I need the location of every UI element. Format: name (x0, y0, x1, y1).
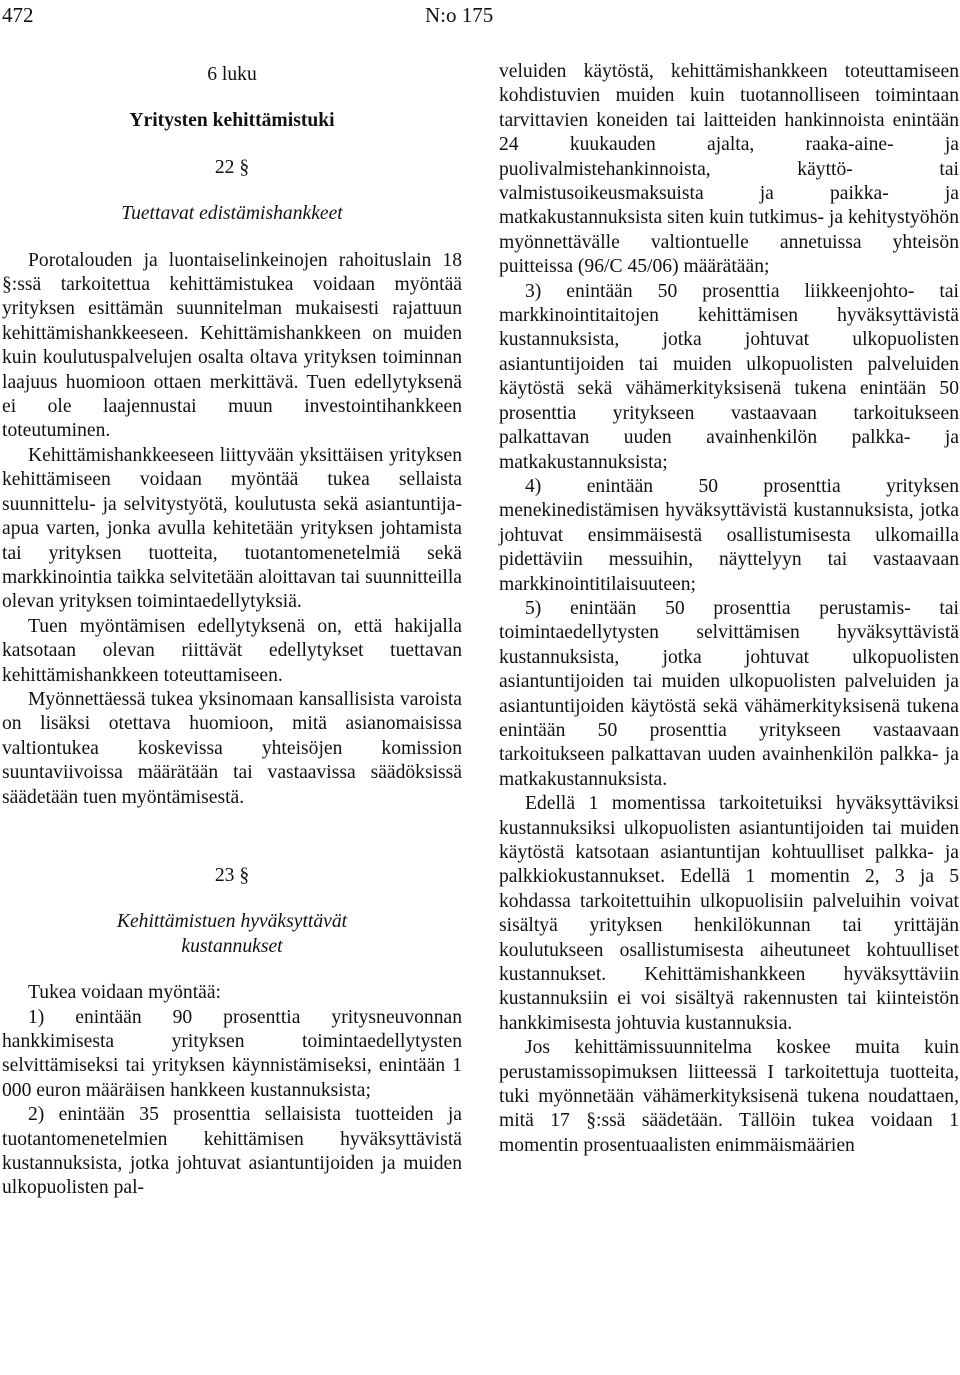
right-paragraph: Jos kehittämissuunnitelma koskee muita kuin perustamissopimuksen liitteessä I tarkoitettuja tuotteita, tuki myönnetään vähämerkityksisenä tukena noudattaen, mitä 17 §:ssä säädetään. Tällöin tukea voidaan 1 momentin prosentuaalisten enimmäismäärien (499, 1037, 959, 1156)
section-22-number: 22 § (214, 156, 250, 178)
document-number: N:o 175 (425, 3, 494, 27)
section-23-intro: Tukea voidaan myöntää: (28, 982, 222, 1004)
section-23-number: 23 § (214, 864, 250, 886)
chapter-title: Yritysten kehittämistuki (129, 110, 335, 132)
right-paragraph: veluiden käytöstä, kehittämishankkeen toteuttamiseen kohdistuvien muiden kuin tuotannolliseen toimintaan tarvittavien koneiden tai laitteiden hankinnoista enintään 24 kuukauden ajalta, raaka-aine- ja puolivalmistehankinnoista, käyttö- tai valmistusoikeusmaksuista ja paikka- ja matkakustannuksista siten kuin tutkimus- ja kehitystyöhön myönnettävälle valtiontuelle annetuissa yhteisön puitteissa (96/C 45/06) määrätään; (499, 61, 959, 278)
section-23-heading-line2: kustannukset (181, 935, 283, 957)
section-23-heading-line1: Kehittämistuen hyväksyttävät (116, 911, 348, 933)
right-paragraph: 4) enintään 50 prosenttia yrityksen menekinedistämisen hyväksyttävistä kustannuksista, jotka johtuvat ensimmäisestä osallistumisesta ulkomailla pidettäviin messuihin, näyttelyyn tai vastaavaan markkinointitilaisuuteen; (499, 475, 959, 595)
section-22-paragraph: Kehittämishankkeeseen liittyvään yksittäisen yrityksen kehittämiseen voidaan myöntää tukea sellaista suunnittelu- ja selvitystyötä, koulutusta sekä asiantuntija-apua varten, jonka avulla kehitetään yrityksen johtamista tai yrityksen tuotteita, tuotantomenetelmiä sekä markkinointia taikka selvitetään aloittavan tai suunnitteilla olevan yrityksen toimintaedellytyksiä. (2, 444, 462, 613)
section-22-paragraph: Myönnettäessä tukea yksinomaan kansallisista varoista on lisäksi otettava huomioon, mitä asianomaisissa valtiontukea koskevissa yhteisöjen komission suuntaviivoissa määrätään tai vastaavissa säädöksissä säädetään tuen myöntämisestä. (2, 688, 462, 808)
right-paragraph: 5) enintään 50 prosenttia perustamis- tai toimintaedellytysten selvittämisen hyväksyttävistä kustannuksista, jotka johtuvat ulkopuolisten asiantuntijoiden tai muiden ulkopuolisten palveluiden ja asiantuntijoiden käytöstä sekä vähämerkityksisenä tukena enintään 50 prosenttia yritykseen vastaavaan tarkoitukseen palkattavan uuden avainhenkilön palkka- ja matkakustannuksista. (499, 597, 959, 790)
section-23-item: 1) enintään 90 prosenttia yritysneuvonnan hankkimisesta yrityksen toimintaedellytysten selvittämiseksi tai yrityksen käynnistämiseksi, enintään 1 000 euron määräisen hankkeen kustannuksista; (2, 1006, 462, 1101)
page-number: 472 (2, 3, 34, 27)
right-paragraph: Edellä 1 momentissa tarkoitetuiksi hyväksyttäviksi kustannuksiksi ulkopuolisten asiantuntijoiden tai muiden käytöstä katsotaan asiantuntijan kohtuulliset palkka- ja palkkiokustannukset. Edellä 1 momentin 2, 3 ja 5 kohdassa tarkoitettuihin ulkopuolisiin palveluihin voivat sisältyä yrityksen henkilökunnan tai yrittäjän koulutukseen osallistumisesta aiheutuneet kohtuulliset kustannukset. Kehittämishankkeen hyväksyttäviin kustannuksiin ei voi sisältyä rakennusten tai kiinteistön hankkimisesta johtuvia kustannuksia. (499, 793, 959, 1034)
left-column (2, 60, 462, 1201)
section-23-item: 2) enintään 35 prosenttia sellaisista tuotteiden ja tuotantomenetelmien kehittämisen hyväksyttävistä kustannuksista, jotka johtuvat asiantuntijoiden ja muiden ulkopuolisten pal- (2, 1104, 462, 1199)
section-22-paragraph: Tuen myöntämisen edellytyksenä on, että hakijalla katsotaan olevan riittävät edellytykset tuettavan kehittämishankkeen toteuttamiseen. (2, 615, 462, 686)
section-22-heading: Tuettavat edistämishankkeet (121, 203, 343, 225)
section-23-heading (2, 910, 462, 959)
right-paragraph: 3) enintään 50 prosenttia liikkeenjohto- tai markkinointitaitojen kehittämisen hyväksyttävistä kustannuksista, jotka johtuvat ulkopuolisten asiantuntijoiden tai muiden ulkopuolisten palveluiden käytöstä sekä vähämerkityksisenä tukena enintään 50 prosenttia yritykseen vastaavaan tarkoitukseen palkattavan uuden avainhenkilön palkka- ja matkakustannuksista; (499, 280, 959, 473)
section-22-paragraph: Porotalouden ja luontaiselinkeinojen rahoituslain 18 §:ssä tarkoitettua kehittämistukea voidaan myöntää yrityksen esittämän suunnitelman mukaisesti rajattuun kehittämishankkeeseen. Kehittämishankkeen on muiden kuin koulutuspalvelujen osalta oltava yrityksen toiminnan laajuus huomioon ottaen merkittävä. Tuen edellytyksenä ei ole laajennustai muun investointihankkeen toteutuminen. (2, 249, 462, 442)
page-header (0, 2, 960, 32)
right-column (499, 60, 959, 1158)
chapter-number: 6 luku (207, 64, 257, 85)
